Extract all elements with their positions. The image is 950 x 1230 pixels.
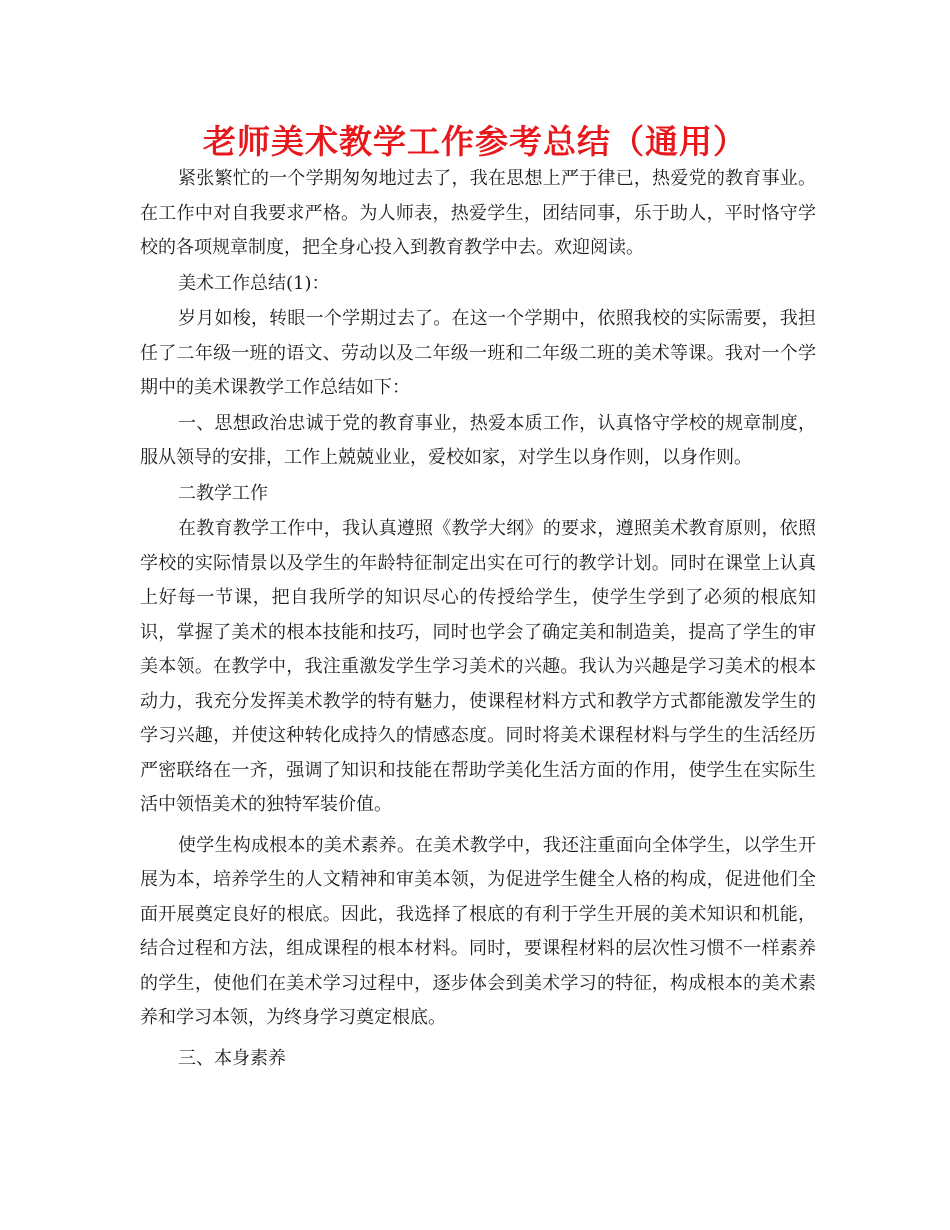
paragraph-section-heading: 美术工作总结(1)： <box>178 272 330 294</box>
paragraph-overview: 岁月如梭，转眼一个学期过去了。在这一个学期中，依照我校的实际需要，我担任了二年级一班的语文、劳动以及二年级一班和二年级二班的美术等课。我对一个学期中的美术课教学工作总结如下： <box>140 308 816 398</box>
paragraph-teaching: 在教育教学工作中，我认真遵照《教学大纲》的要求，遵照美术教育原则，依照学校的实际情景以及学生的年龄特征制定出实在可行的教学计划。同时在课堂上认真上好每一节课，把自我所学的知识尽心的传授给学生，使学生学到了必须的根底知识，掌握了美术的根本技能和技巧，同时也学会了确定美和制造美，提高了学生的审美本领。在教学中，我注重激发学生学习美术的兴趣。我认为兴趣是学习美术的根本动力，我充分发挥美术教学的特有魅力，使课程材料方式和教学方式都能激发学生的学习兴趣，并使这种转化成持久的情感态度。同时将美术课程材料与学生的生活经历严密联络在一齐，强调了知识和技能在帮助学美化生活方面的作用，使学生在实际生活中领悟美术的独特军装价值。 <box>140 518 816 815</box>
paragraph-intro: 紧张繁忙的一个学期匆匆地过去了，我在思想上严于律已，热爱党的教育事业。在工作中对自我要求严格。为人师表，热爱学生，团结同事，乐于助人，平时恪守学校的各项规章制度，把全身心投入到教育教学中去。欢迎阅读。 <box>140 168 816 258</box>
paragraph-teaching-heading: 二教学工作 <box>178 482 268 504</box>
paragraph-literacy: 使学生构成根本的美术素养。在美术教学中，我还注重面向全体学生，以学生开展为本，培养学生的人文精神和审美本领，为促进学生健全人格的构成，促进他们全面开展奠定良好的根底。因此，我选择了根底的有利于学生开展的美术知识和机能，结合过程和方法，组成课程的根本材料。同时，要课程材料的层次性习惯不一样素养的学生，使他们在美术学习过程中，逐步体会到美术学习的特征，构成根本的美术素养和学习本领，为终身学习奠定根底。 <box>140 834 816 1028</box>
paragraph-self-heading: 三、本身素养 <box>178 1047 286 1069</box>
paragraph-politics: 一、思想政治忠诚于党的教育事业，热爱本质工作，认真恪守学校的规章制度，服从领导的安排，工作上兢兢业业，爱校如家，对学生以身作则，以身作则。 <box>140 412 816 468</box>
document-body <box>140 162 816 1076</box>
document-title: 老师美术教学工作参考总结（通用） <box>203 122 747 161</box>
